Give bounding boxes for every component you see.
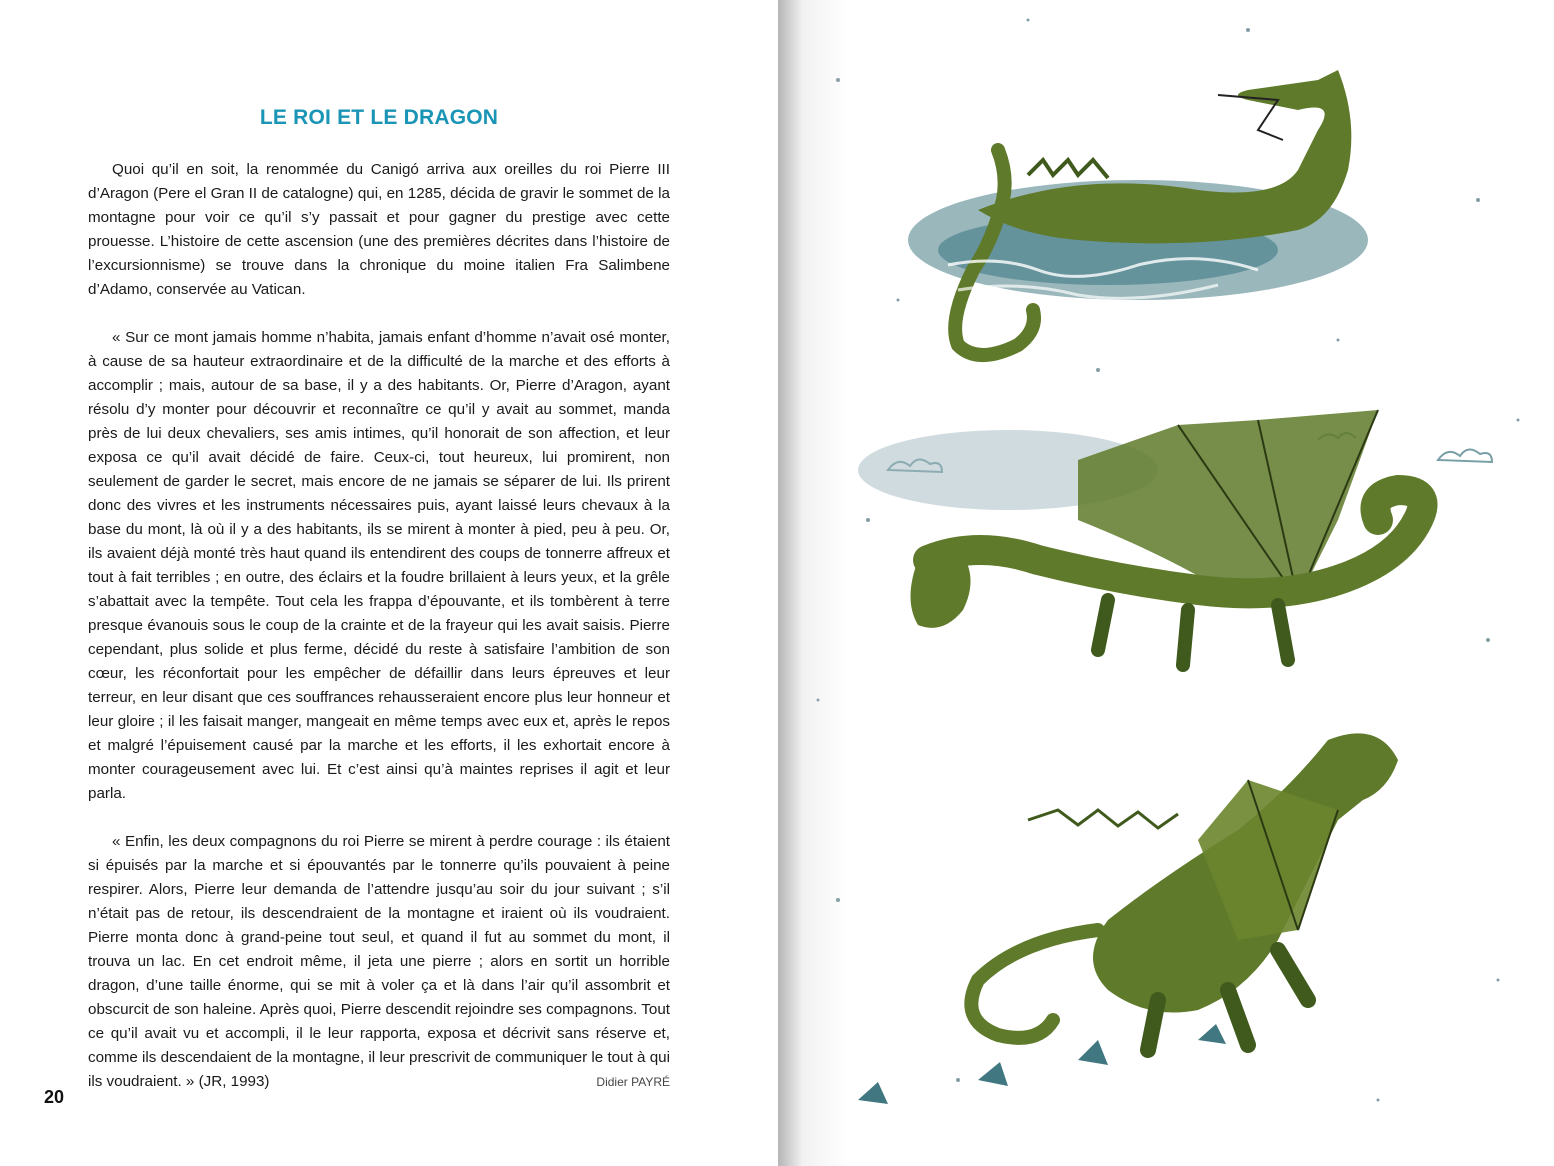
dragon-rearing [858,733,1398,1104]
dragons-illustration [778,0,1554,1166]
paragraph-3-text: « Enfin, les deux compagnons du roi Pierre se mirent à perdre courage : ils étaient si épuisés par la marche et si épouvantés par le tonnerre qu’ils pouvaient à peine respirer. Alors, Pierre leur demanda de l’attendre jusqu’au soir du jour suivant ; s’il n’était pas de retour, ils descendraient de la montagne et iraient où ils voudraient. Pierre monta donc à grand-peine tout seul, et quand il fut au sommet du mont, il trouva un lac. En cet endroit même, il jeta une pierre ; alors en sortit un horrible dragon, d’une taille énorme, qui se mit à voler ça et là dans l’air qu’il assombrit et obscurcit de son haleine. Après quoi, Pierre descendit rejoindre ses compagnons. Tout ce qu’il avait vu et accompli, il le leur rapporta, exposa et décrivit sans réserve et, comme ils descendaient de la montagne, il leur prescrivit de communiquer le tout à qui ils voudraient. » (JR, 1993) [88,833,670,1090]
paragraph-3 [88,830,670,1094]
paragraph-2: « Sur ce mont jamais homme n’habita, jamais enfant d’homme n’avait osé monter, à cause de sa hauteur extraordinaire et de la difficulté de la marche et des efforts à accomplir ; mais, autour de sa base, il y a des habitants. Or, Pierre d’Aragon, ayant résolu d’y monter pour découvrir et reconnaître ce qu’il y avait au sommet, manda près de lui deux chevaliers, ses amis intimes, qu’il honorait de son affection, et leur exposa ce qu’il avait décidé de faire. Ceux-ci, tout heureux, lui promirent, non seulement de garder le secret, mais encore de ne jamais se séparer de lui. Ils prirent donc des vivres et les instruments nécessaires puis, ayant laissé leurs chevaux à la base du mont, là où il y a des habitants, ils se mirent à monter à pied, peu à peu. Or, ils avaient déjà monté très haut quand ils entendirent des coups de tonnerre affreux et tout à fait terribles ; en outre, des éclairs et la foudre brillaient à leurs yeux, et la grêle s’abattait avec la tempête. Tout cela les frappa d’épouvante, et ils tombèrent à terre presque évanouis sous le coup de la crainte et de la frayeur qui les avait saisis. Pierre cependant, plus solide et plus ferme, décidé du reste à satisfaire l’ambition de son cœur, les réconfortait pour les empêcher de défaillir dans leurs épreuves et leur terreur, en leur disant que ces souffrances rehausseraient encore plus leur honneur et leur gloire ; il les faisait manger, mangeait en même temps avec eux et, après le repos et malgré l’épuisement causé par la marche et les efforts, il les exhortait encore à monter courageusement avec lui. Et c’est ainsi qu’à maintes reprises il agit et leur parla. [88,329,670,802]
chapter-title: LE ROI ET LE DRAGON [259,106,499,129]
dragon-winged-flying [858,410,1423,665]
dragon-sea-serpent [908,70,1368,355]
paragraph-1: Quoi qu’il en soit, la renommée du Canigó arriva aux oreilles du roi Pierre III d’Aragon (Pere el Gran II de catalogne) qui, en 1285, décida de gravir le sommet de la montagne pour voir ce qu’il s’y passait et pour gagner du prestige avec cette prouesse. L’histoire de cette ascension (une des premières décrites dans l’histoire de l’excursionnisme) se trouve dans la chronique du moine italien Fra Salimbene d’Adamo, conservée au Vatican. [88,161,670,298]
right-page-illustration [778,0,1554,1166]
author-signature: Didier PAYRÉ [596,1075,670,1089]
body-text [88,158,670,1118]
page-number: 20 [44,1087,65,1107]
